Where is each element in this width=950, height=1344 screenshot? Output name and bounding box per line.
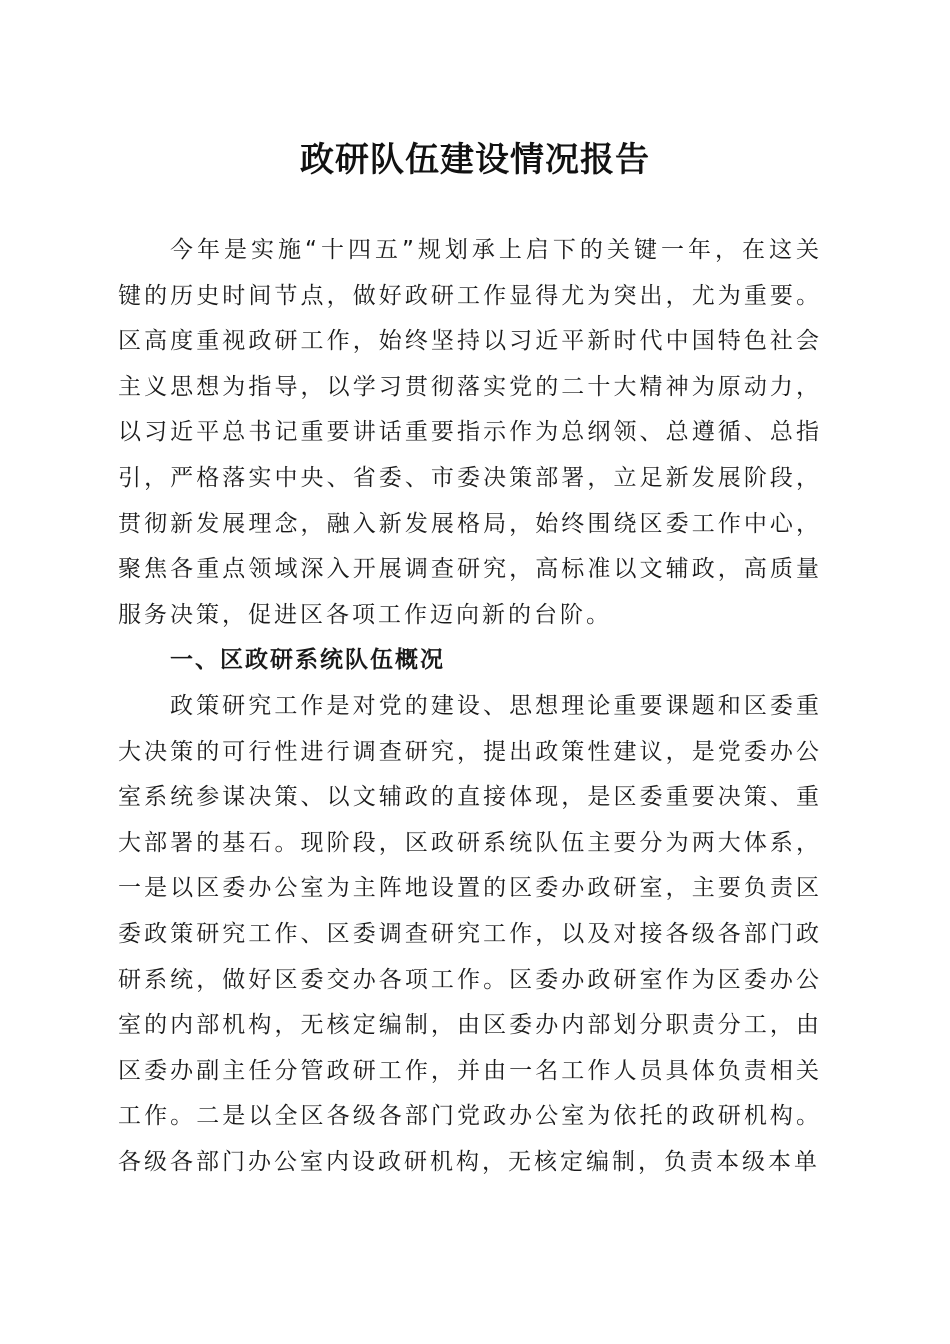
document-title: 政研队伍建设情况报告 [300,140,650,180]
intro-paragraph: 今年是实施“十四五”规划承上启下的关键一年，在这关键的历史时间节点，做好政研工作显得尤为突出，尤为重要。区高度重视政研工作，始终坚持以习近平新时代中国特色社会主义思想为指导，以学习贯彻落实党的二十大精神为原动力，以习近平总书记重要讲话重要指示作为总纲领、总遵循、总指引，严格落实中央、省委、市委决策部署，立足新发展阶段，贯彻新发展理念，融入新发展格局，始终围绕区委工作中心，聚焦各重点领域深入开展调查研究，高标准以文辅政，高质量服务决策，促进区各项工作迈向新的台阶。 [118,237,822,628]
section-heading-1: 一、区政研系统队伍概况 [170,647,445,674]
document-body [118,228,822,1185]
section-1-paragraph: 政策研究工作是对党的建设、思想理论重要课题和区委重大决策的可行性进行调查研究，提出政策性建议，是党委办公室系统参谋决策、以文辅政的直接体现，是区委重要决策、重大部署的基石。现阶段，区政研系统队伍主要分为两大体系，一是以区委办公室为主阵地设置的区委办政研室，主要负责区委政策研究工作、区委调查研究工作，以及对接各级各部门政研系统，做好区委交办各项工作。区委办政研室作为区委办公室的内部机构，无核定编制，由区委办内部划分职责分工，由区委办副主任分管政研工作，并由一名工作人员具体负责相关工作。二是以全区各级各部门党政办公室为依托的政研机构。各级各部门办公室内设政研机构，无核定编制，负责本级本单 [118,692,822,1175]
